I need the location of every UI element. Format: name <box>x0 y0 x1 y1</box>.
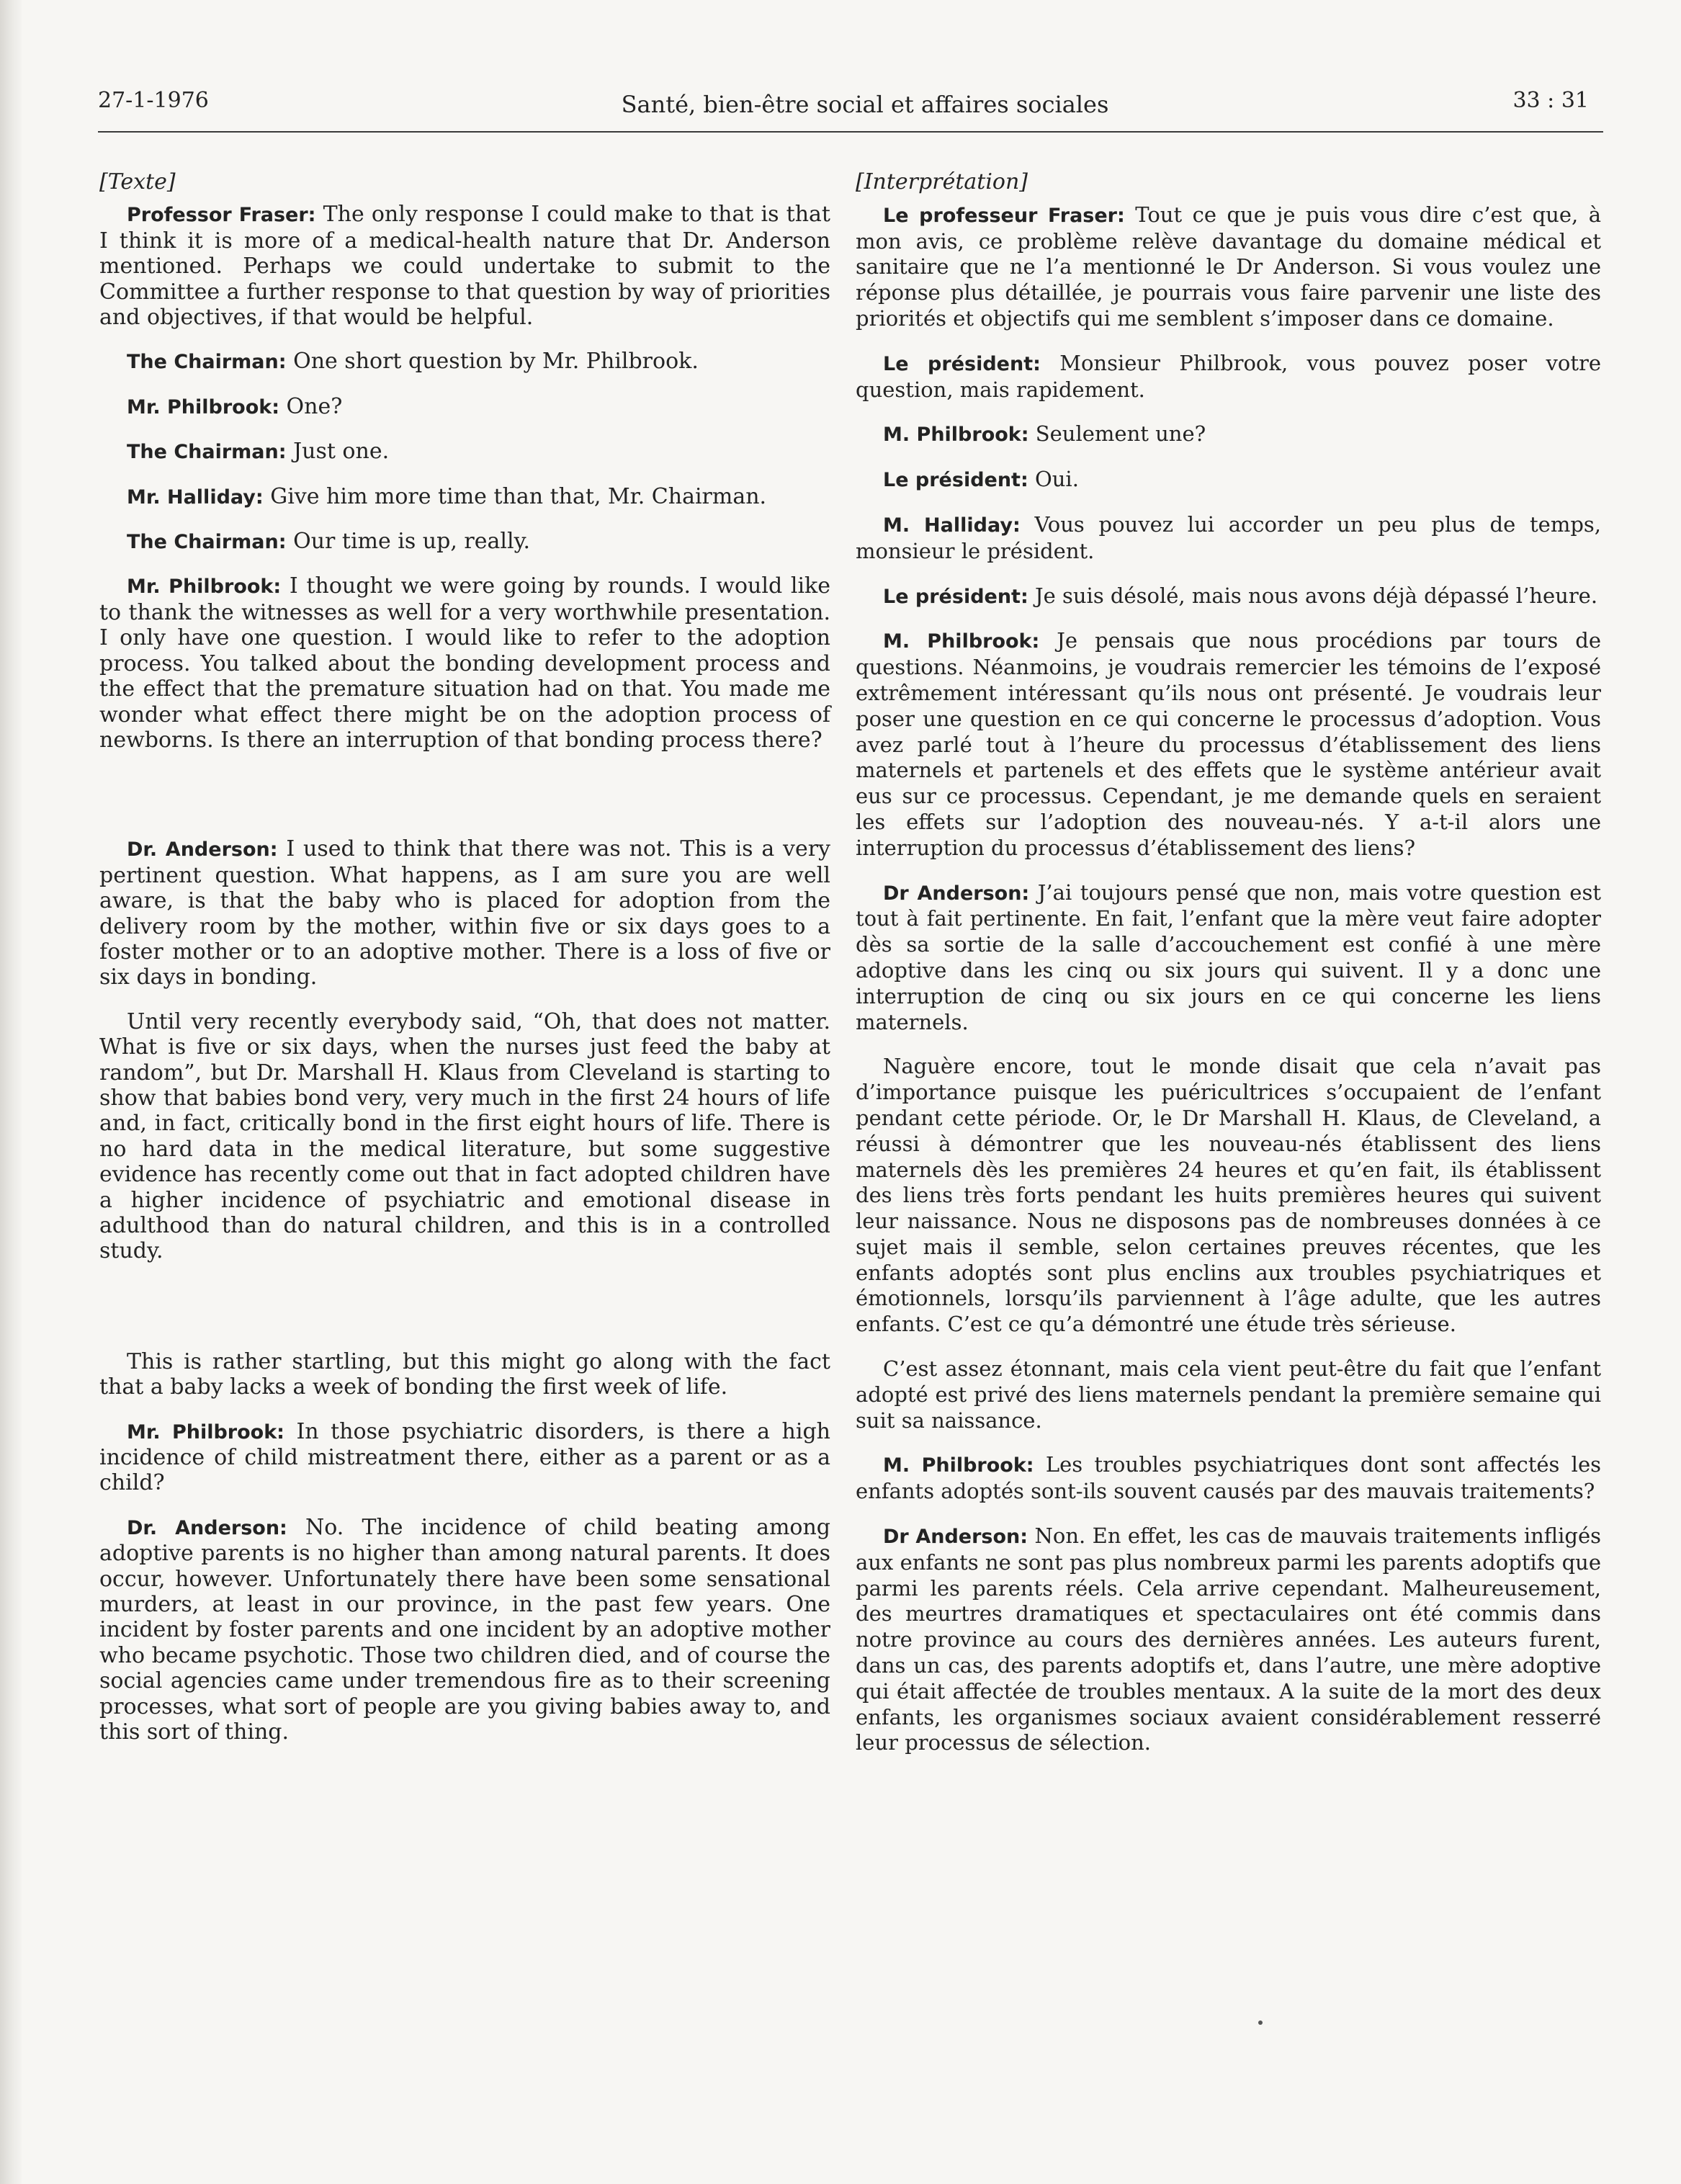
paragraph-text: Our time is up, really. <box>286 529 531 555</box>
paragraph <box>99 529 830 555</box>
paragraph-text: The only response I could make to that is that I think it is more of a medical-health nature that Dr. Anderson mentioned. Perhaps we could undertake to submit to the Committee a further response to that question by way of priorities and objectives, if that would be helpful. <box>99 202 830 331</box>
header-page-number: 33 : 31 <box>1512 88 1589 113</box>
speaker-name: Mr. Philbrook: <box>127 1420 284 1444</box>
paragraph <box>99 1515 830 1745</box>
column-gap <box>99 771 830 836</box>
paragraph <box>99 202 830 330</box>
paragraph <box>99 573 830 753</box>
paragraph <box>856 583 1601 610</box>
paragraph <box>856 880 1601 1036</box>
paragraph-text: Until very recently everybody said, “Oh, that does not matter. What is five or six days, when the nurses just feed the baby at random”, but Dr. Marshall H. Klaus from Cleveland is starting to show that babies bond very, very much in the first 24 hours of life and, in fact, critically bond in the first eight hours of life. There is no hard data in the medical literature, but some suggestive evidence has recently come out that in fact adopted children have a higher incidence of psychiatric and emotional disease in adulthood than do natural children, and this is in a controlled study. <box>99 1008 830 1264</box>
paragraph <box>99 1009 830 1264</box>
paragraph-text: Je suis désolé, mais nous avons déjà dépassé l’heure. <box>1028 583 1598 608</box>
speaker-name: Dr. Anderson: <box>127 838 278 861</box>
paragraph-text: Tout ce que je puis vous dire c’est que, à mon avis, ce problème relève davantage du domaine médical et sanitaire que ne l’a mentionné le Dr Anderson. Si vous voulez une réponse plus détaillée, je pourrais vous faire parvenir une liste des priorités et objectifs qui me semblent s’imposer dans ce domaine. <box>856 202 1601 331</box>
paragraph-text: Seulement une? <box>1028 421 1206 447</box>
paragraph <box>99 836 830 990</box>
paragraph-text: Give him more time than that, Mr. Chairman. <box>263 483 767 509</box>
paragraph-text: I thought we were going by rounds. I would like to thank the witnesses as well for a very worthwhile presentation. I only have one question. I would like to refer to the adoption process. You talked about the bonding development process and the effect that the premature situation had on that. You made me wonder what effect there might be on the adoption process of newborns. Is there an interruption of that bonding process there? <box>99 573 830 753</box>
english-column <box>99 169 830 1764</box>
page-header <box>98 88 1603 133</box>
speaker-name: M. Philbrook: <box>883 424 1029 447</box>
speaker-name: Le président: <box>883 585 1028 608</box>
column-tag-french: [Interprétation] <box>856 169 1028 194</box>
paragraph-text: This is rather startling, but this might go along with the fact that a baby lacks a week of bonding the first week of life. <box>99 1348 830 1400</box>
paragraph <box>99 439 830 465</box>
paragraph-text: Les troubles psychiatriques dont sont affectés les enfants adoptés sont-ils souvent causés par des mauvais traitements? <box>856 1452 1601 1504</box>
paragraph-text: Just one. <box>286 439 390 465</box>
paragraph-text: No. The incidence of child beating among adoptive parents is no higher than among natural parents. It does occur, however. Unfortunately there have been some sensational murders, at least in our province, in the past few years. One incident by foster parents and one incident by an adoptive mother who became psychotic. Those two children died, and of course the social agencies came under tremendous fire as to their screening processes, what sort of people are you giving babies away to, and this sort of thing. <box>99 1514 830 1745</box>
paragraph <box>99 349 830 375</box>
paragraph-text: Monsieur Philbrook, vous pouvez poser votre question, mais rapidement. <box>856 350 1601 402</box>
column-tag-english: [Texte] <box>99 169 176 194</box>
header-date: 27-1-1976 <box>98 88 209 113</box>
paragraph <box>99 484 830 510</box>
paragraph-text: Vous pouvez lui accorder un peu plus de temps, monsieur le président. <box>856 511 1601 563</box>
speaker-name: Dr Anderson: <box>883 1526 1028 1549</box>
paragraph-text: Non. En effet, les cas de mauvais traitements infligés aux enfants ne sont pas plus nombreux parmi les parents adoptifs que parmi les parents réels. Cela arrive cependant. Malheureusement, des meurtres dramatiques et spectaculaires ont été commis dans notre province au cours des dernières années. Les auteurs furent, dans un cas, des parents adoptifs et, dans l’autre, une mère adoptive qui était affectée de troubles mentaux. A la suite de la mort des deux enfants, les organismes sociaux avaient considérablement resserré leur processus de sélection. <box>856 1523 1602 1755</box>
speaker-name: M. Philbrook: <box>883 1454 1034 1477</box>
paragraph-text: Naguère encore, tout le monde disait que cela n’avait pas d’importance puisque les puéricultrices s’occupaient de l’enfant pendant cette période. Or, le Dr Marshall H. Klaus, de Cleveland, a réussi à démontrer que les nouveau-nés établissent des liens maternels dès les premières 24 heures et qu’en fait, ils établissent des liens très forts pendant les huits premières heures qui suivent leur naissance. Nous ne disposons pas de nombreuses données à ce sujet mais il semble, selon certaines preuves récentes, que les enfants adoptés sont plus enclins aux troubles psychiatriques et émotionnels, lorsqu’ils parviennent à l’âge adulte, que les autres enfants. C’est ce qu’a démontré une étude très sérieuse. <box>856 1054 1601 1337</box>
paragraph <box>856 1356 1601 1433</box>
paragraph <box>856 351 1601 403</box>
paragraph <box>856 1054 1601 1338</box>
speaker-name: M. Halliday: <box>883 514 1021 537</box>
speaker-name: Le président: <box>883 469 1028 492</box>
paragraph <box>856 467 1601 493</box>
paragraph-text: C’est assez étonnant, mais cela vient peut-être du fait que l’enfant adopté est privé des liens maternels pendant la première semaine qui suit sa naissance. <box>856 1356 1601 1433</box>
speaker-name: Dr. Anderson: <box>127 1516 287 1539</box>
paragraph-text: I used to think that there was not. This is a very pertinent question. What happens, as I am sure you are well aware, is that the baby who is placed for adoption from the delivery room by the mother, within five or six days goes to a foster mother or to an adoptive mother. There is a loss of five or six days in bonding. <box>99 836 831 990</box>
paragraph <box>856 1523 1601 1756</box>
speaker-name: The Chairman: <box>127 441 287 464</box>
page-edge-shadow <box>0 0 22 2184</box>
paragraph-text: One short question by Mr. Philbrook. <box>286 349 699 375</box>
paragraph <box>856 421 1601 448</box>
paragraph-text: Oui. <box>1028 467 1079 492</box>
speaker-name: Mr. Philbrook: <box>127 576 282 599</box>
paragraph <box>99 394 830 420</box>
speaker-name: M. Philbrook: <box>883 630 1040 653</box>
paragraph <box>856 1452 1601 1505</box>
paragraph <box>99 1419 830 1496</box>
speaker-name: Le professeur Fraser: <box>883 204 1125 227</box>
paragraph <box>856 202 1601 332</box>
column-gap <box>99 1283 830 1349</box>
speaker-name: The Chairman: <box>127 351 287 374</box>
speaker-name: Professor Fraser: <box>127 204 316 227</box>
paragraph <box>856 628 1601 861</box>
french-column <box>856 169 1601 1775</box>
paragraph-text: One? <box>279 393 343 419</box>
paragraph <box>99 1349 830 1400</box>
paragraph <box>856 512 1601 565</box>
paragraph-text: Je pensais que nous procédions par tours de questions. Néanmoins, je voudrais remercier les témoins de l’exposé extrêmement intéressant qu’ils nous ont présenté. Je voudrais leur poser une question en ce qui concerne le processus d’adoption. Vous avez parlé tout à l’heure du processus d’établissement des liens maternels et partenels et des effets que le système antérieur avait eus sur ce processus. Cependant, je me demande quels en seraient les effets sur l’adoption des nouveau-nés. Y a-t-il alors une interruption du processus d’établissement des liens? <box>856 628 1601 860</box>
print-speck <box>1258 2020 1263 2025</box>
paragraph-text: In those psychiatric disorders, is there a high incidence of child mistreatment there, either as a parent or as a child? <box>99 1418 830 1496</box>
speaker-name: Mr. Halliday: <box>127 485 264 509</box>
speaker-name: Le président: <box>883 352 1041 375</box>
speaker-name: The Chairman: <box>127 531 287 554</box>
speaker-name: Dr Anderson: <box>883 882 1030 905</box>
header-title: Santé, bien-être social et affaires sociales <box>621 91 1109 118</box>
paragraph-text: J’ai toujours pensé que non, mais votre question est tout à fait pertinente. En fait, l’enfant que la mère veut faire adopter dès sa sortie de la salle d’accouchement est confié à une mère adoptive dans les cinq ou six jours qui suivent. Il y a donc une interruption de cinq ou six jours en ce qui concerne les liens maternels. <box>856 880 1602 1034</box>
speaker-name: Mr. Philbrook: <box>127 395 280 419</box>
